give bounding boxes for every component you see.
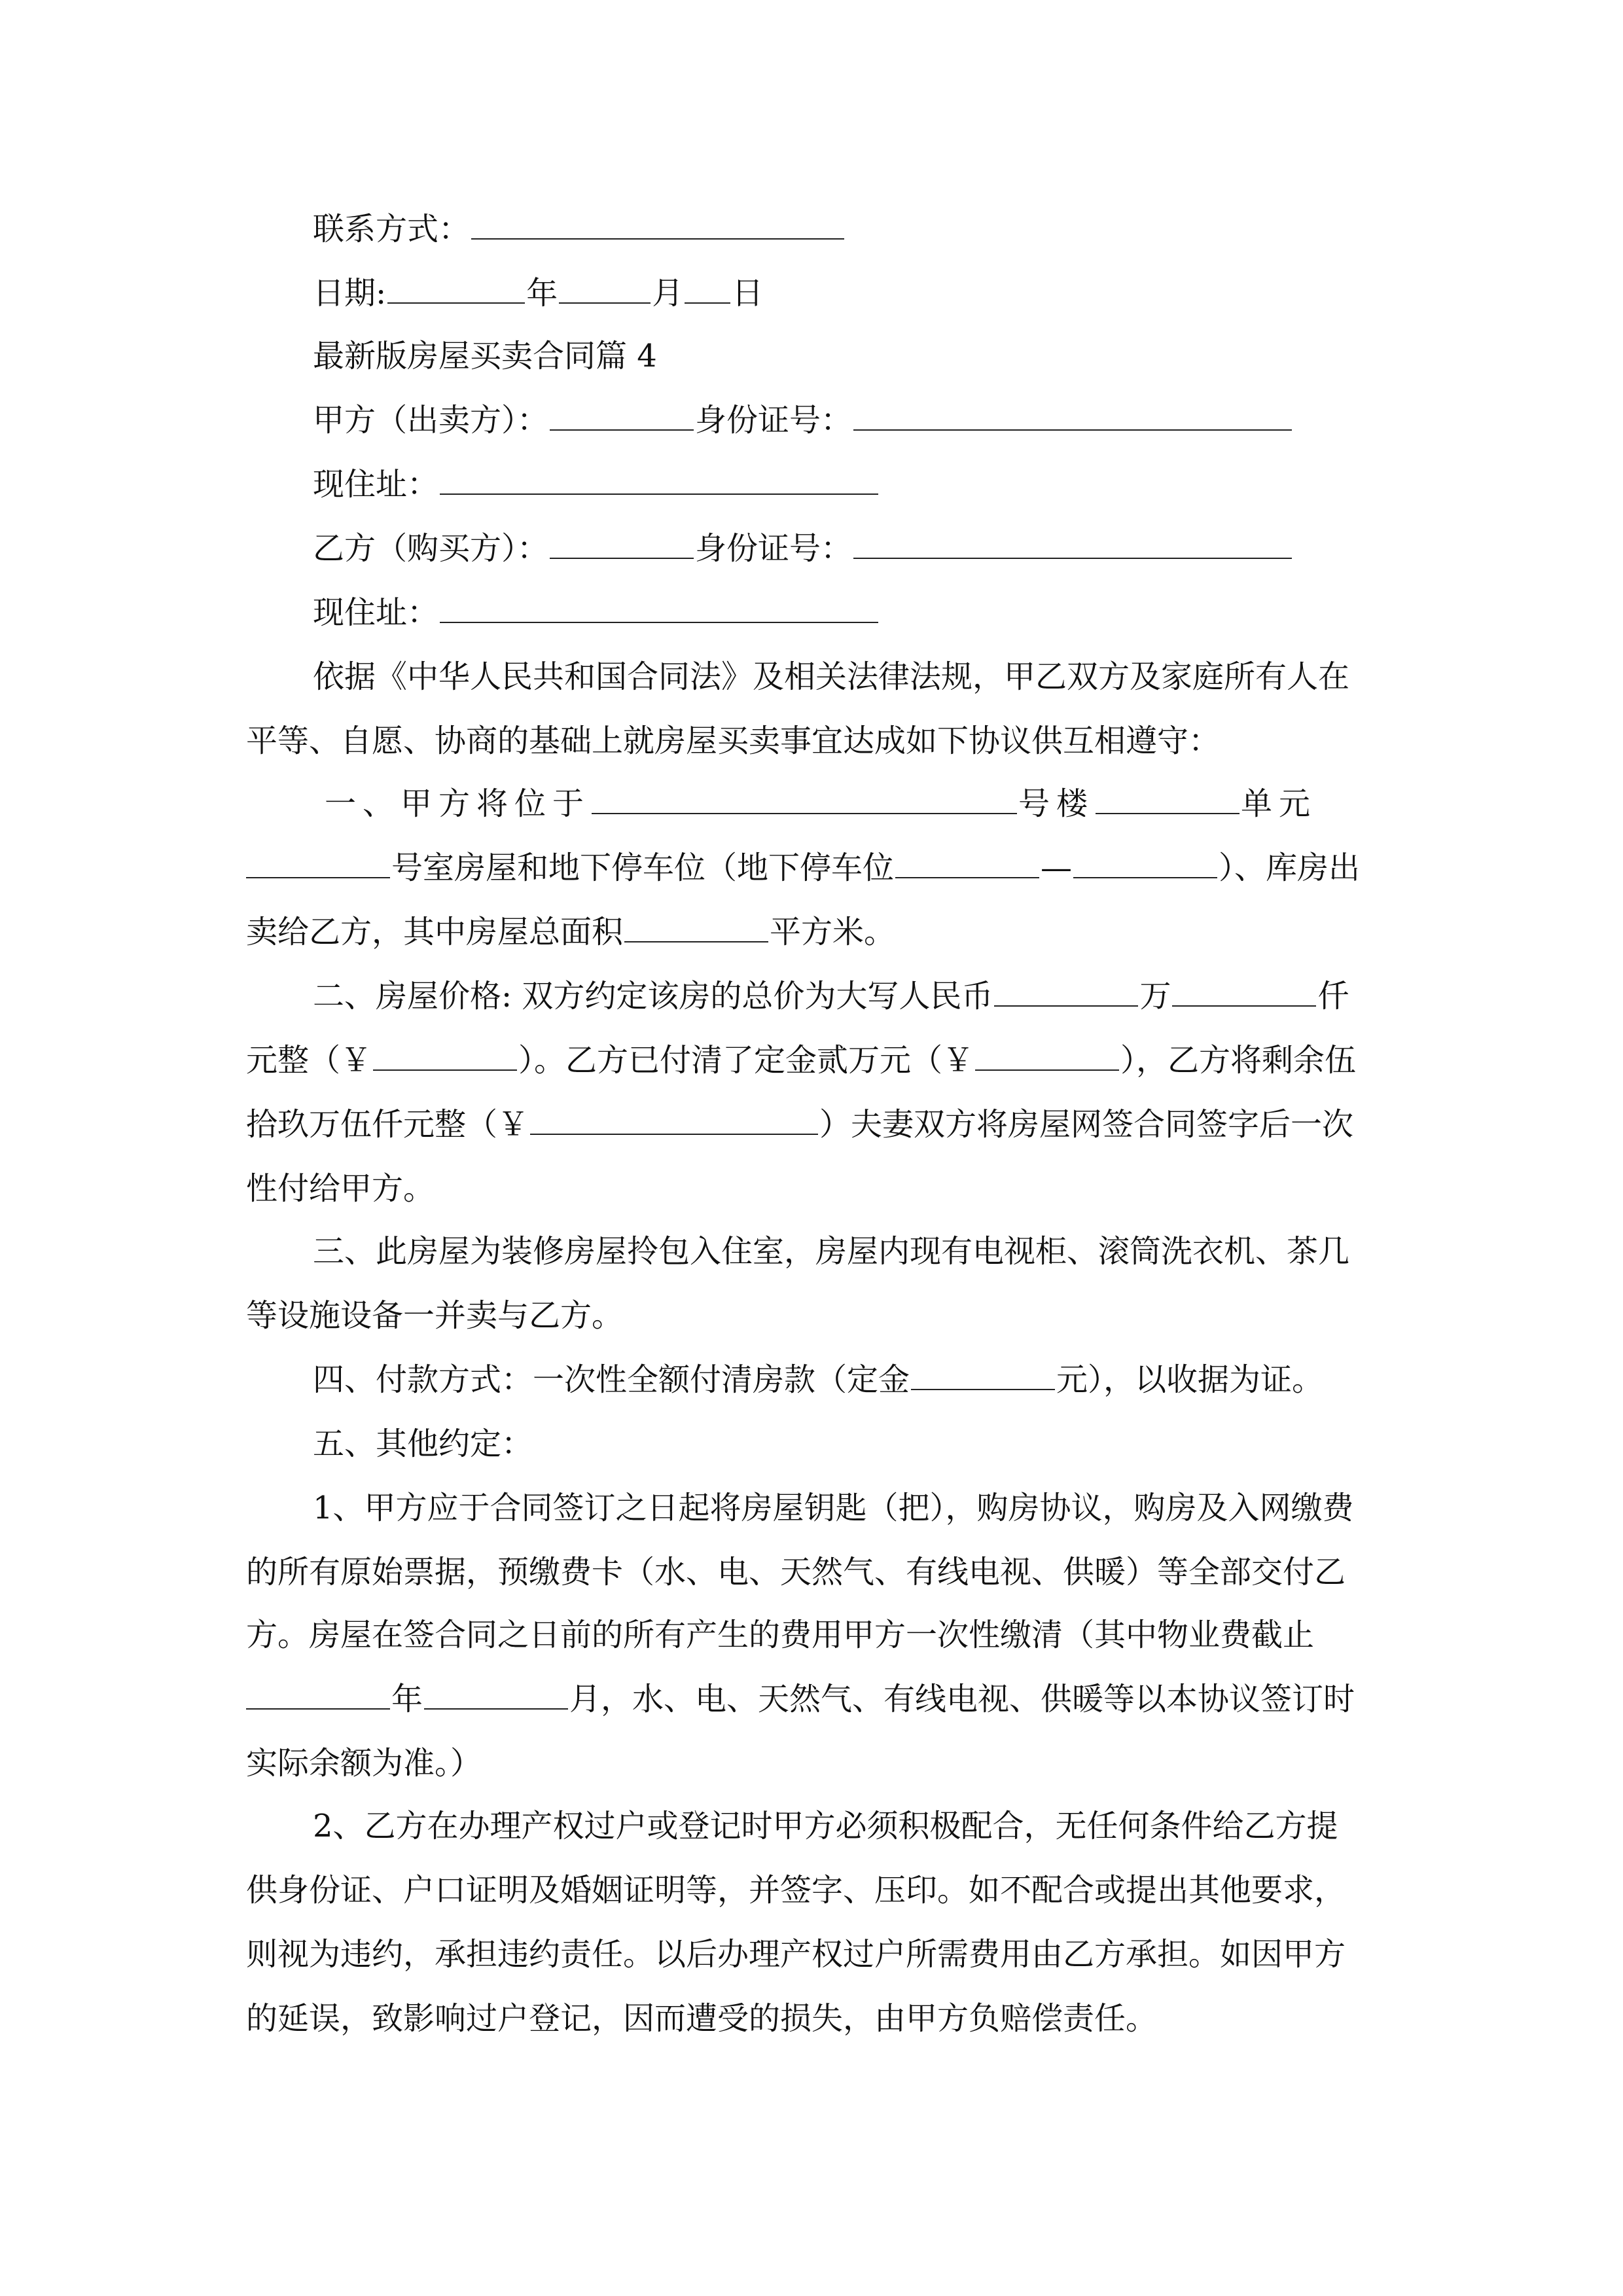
article-1-text-g: 卖给乙方，其中房屋总面积	[246, 914, 624, 950]
article-1-building-blank	[1096, 784, 1240, 814]
article-1-line-2	[246, 848, 1623, 888]
party-a-address-label: 现住址：	[313, 466, 439, 503]
contact-label: 联系方式：	[313, 211, 471, 247]
intro-line-1: 依据《中华人民共和国合同法》及相关法律法规，甲乙双方及家庭所有人在	[313, 658, 1350, 695]
article-2-text-h: ）夫妻双方将房屋网签合同签字后一次	[819, 1106, 1354, 1143]
article-2-text-d: 元整（￥	[246, 1042, 372, 1079]
article-1-text-c: 单元	[1241, 785, 1317, 822]
article-1-text-h: 平方米。	[770, 914, 896, 950]
article-2-deposit-blank	[975, 1041, 1119, 1071]
article-2-total-blank	[373, 1041, 517, 1071]
item-1-line-4	[246, 1679, 1623, 1719]
article-1-text-e: —	[1041, 850, 1073, 886]
article-4-text-a: 四、付款方式：一次性全额付清房款（定金	[313, 1361, 910, 1398]
article-1-text-f: ）、库房出	[1219, 850, 1361, 886]
article-1-parking-from-blank	[895, 848, 1039, 878]
intro-line-2: 平等、自愿、协商的基础上就房屋买卖事宜达成如下协议供互相遵守：	[246, 723, 1221, 759]
article-4-text-b: 元），以收据为证。	[1056, 1361, 1324, 1398]
item-2-line-2: 供身份证、户口证明及婚姻证明等，并签字、压印。如不配合或提出其他要求，	[246, 1872, 1346, 1909]
article-2-line-1	[313, 977, 1623, 1016]
party-b-name-blank	[550, 529, 694, 559]
item-1-text-b: 月，水、电、天然气、有线电视、供暖等以本协议签订时	[569, 1681, 1355, 1717]
article-3-line-1: 三、此房屋为装修房屋拎包入住室，房屋内现有电视柜、滚筒洗衣机、茶几	[313, 1233, 1350, 1270]
party-a-address-line	[313, 465, 1623, 504]
article-1-line-1	[325, 784, 1623, 823]
article-5-title: 五、其他约定：	[313, 1426, 533, 1462]
article-1-text-d: 号室房屋和地下停车位（地下停车位	[391, 850, 895, 886]
item-1-year-blank	[246, 1679, 390, 1710]
article-2-wan-blank	[994, 977, 1138, 1007]
article-1-parking-to-blank	[1073, 848, 1217, 878]
article-1-area-blank	[624, 912, 768, 942]
contact-line	[313, 209, 1623, 249]
date-day: 日	[732, 275, 764, 312]
date-year: 年	[526, 275, 558, 312]
date-day-blank	[685, 274, 730, 304]
article-2-text-b: 万	[1139, 978, 1171, 1014]
article-2-text-f: ），乙方将剩余伍	[1120, 1042, 1357, 1079]
article-3-line-2: 等设施设备一并卖与乙方。	[246, 1297, 624, 1334]
article-1-line-3	[246, 912, 1623, 952]
party-b-label: 乙方（购买方）：	[313, 530, 549, 567]
party-a-label: 甲方（出卖方）：	[313, 402, 549, 439]
article-1-text-b: 号楼	[1018, 785, 1095, 822]
date-line	[313, 274, 1623, 313]
party-b-address-blank	[440, 593, 878, 623]
item-1-month-blank	[424, 1679, 568, 1710]
item-1-line-3: 方。房屋在签合同之日前的所有产生的费用甲方一次性缴清（其中物业费截止	[246, 1617, 1315, 1653]
party-b-id-blank	[853, 529, 1292, 559]
article-2-line-2	[246, 1041, 1623, 1080]
article-4-deposit-blank	[911, 1360, 1055, 1390]
party-b-address-line	[313, 593, 1623, 632]
date-year-blank	[387, 274, 525, 304]
article-2-line-4: 性付给甲方。	[246, 1170, 435, 1207]
party-a-address-blank	[440, 465, 878, 495]
item-1-line-5: 实际余额为准。）	[246, 1745, 482, 1782]
date-month: 月	[652, 275, 684, 312]
item-1-line-2: 的所有原始票据，预缴费卡（水、电、天然气、有线电视、供暖）等全部交付乙	[246, 1554, 1346, 1590]
article-2-text-e: ）。乙方已付清了定金贰万元（￥	[518, 1042, 974, 1079]
item-2-line-3: 则视为违约，承担违约责任。以后办理产权过户所需费用由乙方承担。如因甲方	[246, 1936, 1346, 1973]
item-2-line-4: 的延误，致影响过户登记，因而遭受的损失，由甲方负赔偿责任。	[246, 2000, 1158, 2037]
article-1-location-blank	[592, 784, 1017, 814]
article-1-room-blank	[246, 848, 390, 878]
date-month-blank	[559, 274, 651, 304]
article-2-line-3	[246, 1105, 1623, 1144]
item-2-line-1: 2、乙方在办理产权过户或登记时甲方必须积极配合，无任何条件给乙方提	[313, 1808, 1338, 1844]
contact-blank	[471, 209, 844, 240]
article-2-text-a: 二、房屋价格: 双方约定该房的总价为大写人民币	[313, 978, 993, 1014]
article-2-text-c: 仟	[1317, 978, 1349, 1014]
item-1-year: 年	[391, 1681, 423, 1717]
party-a-name-blank	[550, 401, 694, 431]
article-4-line	[313, 1360, 1623, 1399]
party-a-id-label: 身份证号：	[695, 402, 853, 439]
party-b-address-label: 现住址：	[313, 594, 439, 631]
party-b-id-label: 身份证号：	[695, 530, 853, 567]
date-label: 日期:	[313, 275, 387, 312]
party-b-line	[313, 529, 1623, 568]
article-2-qian-blank	[1172, 977, 1316, 1007]
document-title: 最新版房屋买卖合同篇 4	[313, 338, 657, 374]
party-a-id-blank	[853, 401, 1292, 431]
party-a-line	[313, 401, 1623, 440]
article-1-text-a: 一、甲方将位于	[325, 785, 591, 822]
item-1-line-1: 1、甲方应于合同签订之日起将房屋钥匙（把），购房协议，购房及入网缴费	[313, 1490, 1354, 1526]
article-2-remainder-blank	[530, 1105, 818, 1135]
article-2-text-g: 拾玖万伍仟元整（￥	[246, 1106, 529, 1143]
